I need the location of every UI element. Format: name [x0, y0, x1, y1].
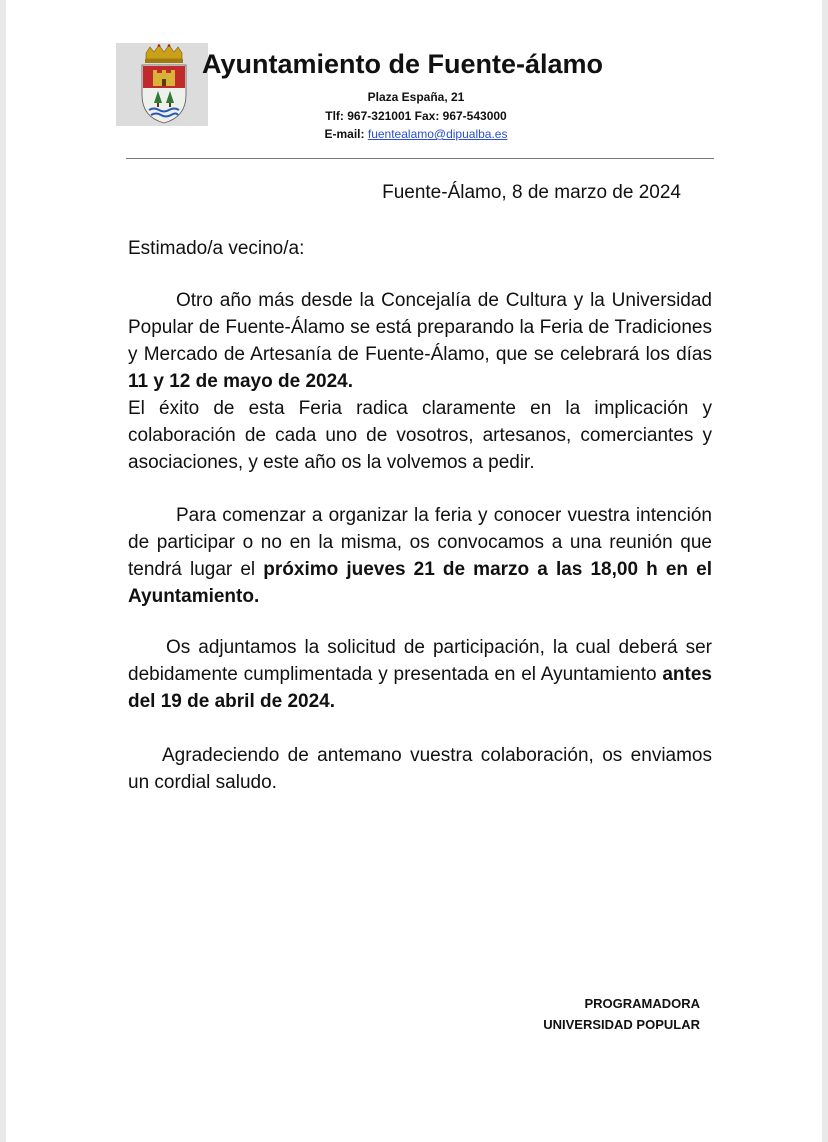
- signature: [543, 993, 700, 1035]
- contact-block: [236, 88, 596, 144]
- email-row: [236, 125, 596, 144]
- signature-line-2: UNIVERSIDAD POPULAR: [543, 1017, 700, 1032]
- paragraph-3-text: Os adjuntamos la solicitud de participación, la cual deberá ser debidamente cumplimentada y presentada en el Ayuntamiento: [128, 637, 712, 685]
- header-divider: [126, 158, 714, 159]
- letter-date: Fuente-Álamo, 8 de marzo de 2024: [382, 182, 681, 203]
- paragraph-1-text: Otro año más desde la Concejalía de Cultura y la Universidad Popular de Fuente-Álamo se está preparando la Feria de Tradiciones y Mercado de Artesanía de Fuente-Álamo, que se celebrará los días: [128, 290, 712, 365]
- paragraph-1-main: [128, 287, 712, 395]
- paragraph-4: Agradeciendo de antemano vuestra colaboración, os enviamos un cordial saludo.: [128, 745, 712, 793]
- letter-page: [6, 0, 822, 1142]
- paragraph-1-dates: 11 y 12 de mayo de 2024.: [128, 371, 353, 392]
- paragraph-1: [128, 287, 712, 476]
- paragraph-2: [128, 502, 712, 610]
- phone-fax: Tlf: 967-321001 Fax: 967-543000: [325, 108, 507, 123]
- org-name: Ayuntamiento de Fuente-álamo: [202, 49, 604, 79]
- coat-of-arms-icon: [116, 43, 208, 126]
- email-label: E-mail:: [324, 127, 365, 141]
- paragraph-2-meeting: próximo jueves 21 de marzo a las 18,00 h en el Ayuntamiento.: [128, 559, 713, 607]
- address: Plaza España, 21: [367, 90, 465, 104]
- paragraph-1-continuation: El éxito de esta Feria radica claramente en la implicación y colaboración de cada uno de vosotros, artesanos, comerciantes y asociaciones, y este año os la volvemos a pedir.: [128, 398, 712, 473]
- email-link[interactable]: fuentealamo@dipualba.es: [367, 127, 508, 141]
- greeting: Estimado/a vecino/a:: [128, 238, 305, 259]
- paragraph-2-text: Para comenzar a organizar la feria y conocer vuestra intención de participar o no en la misma, os convocamos a una reunión que tendrá lugar el: [128, 505, 712, 580]
- paragraph-3-deadline: antes del 19 de abril de 2024.: [128, 664, 712, 712]
- paragraph-3: [128, 634, 712, 715]
- signature-line-1: PROGRAMADORA: [584, 996, 700, 1011]
